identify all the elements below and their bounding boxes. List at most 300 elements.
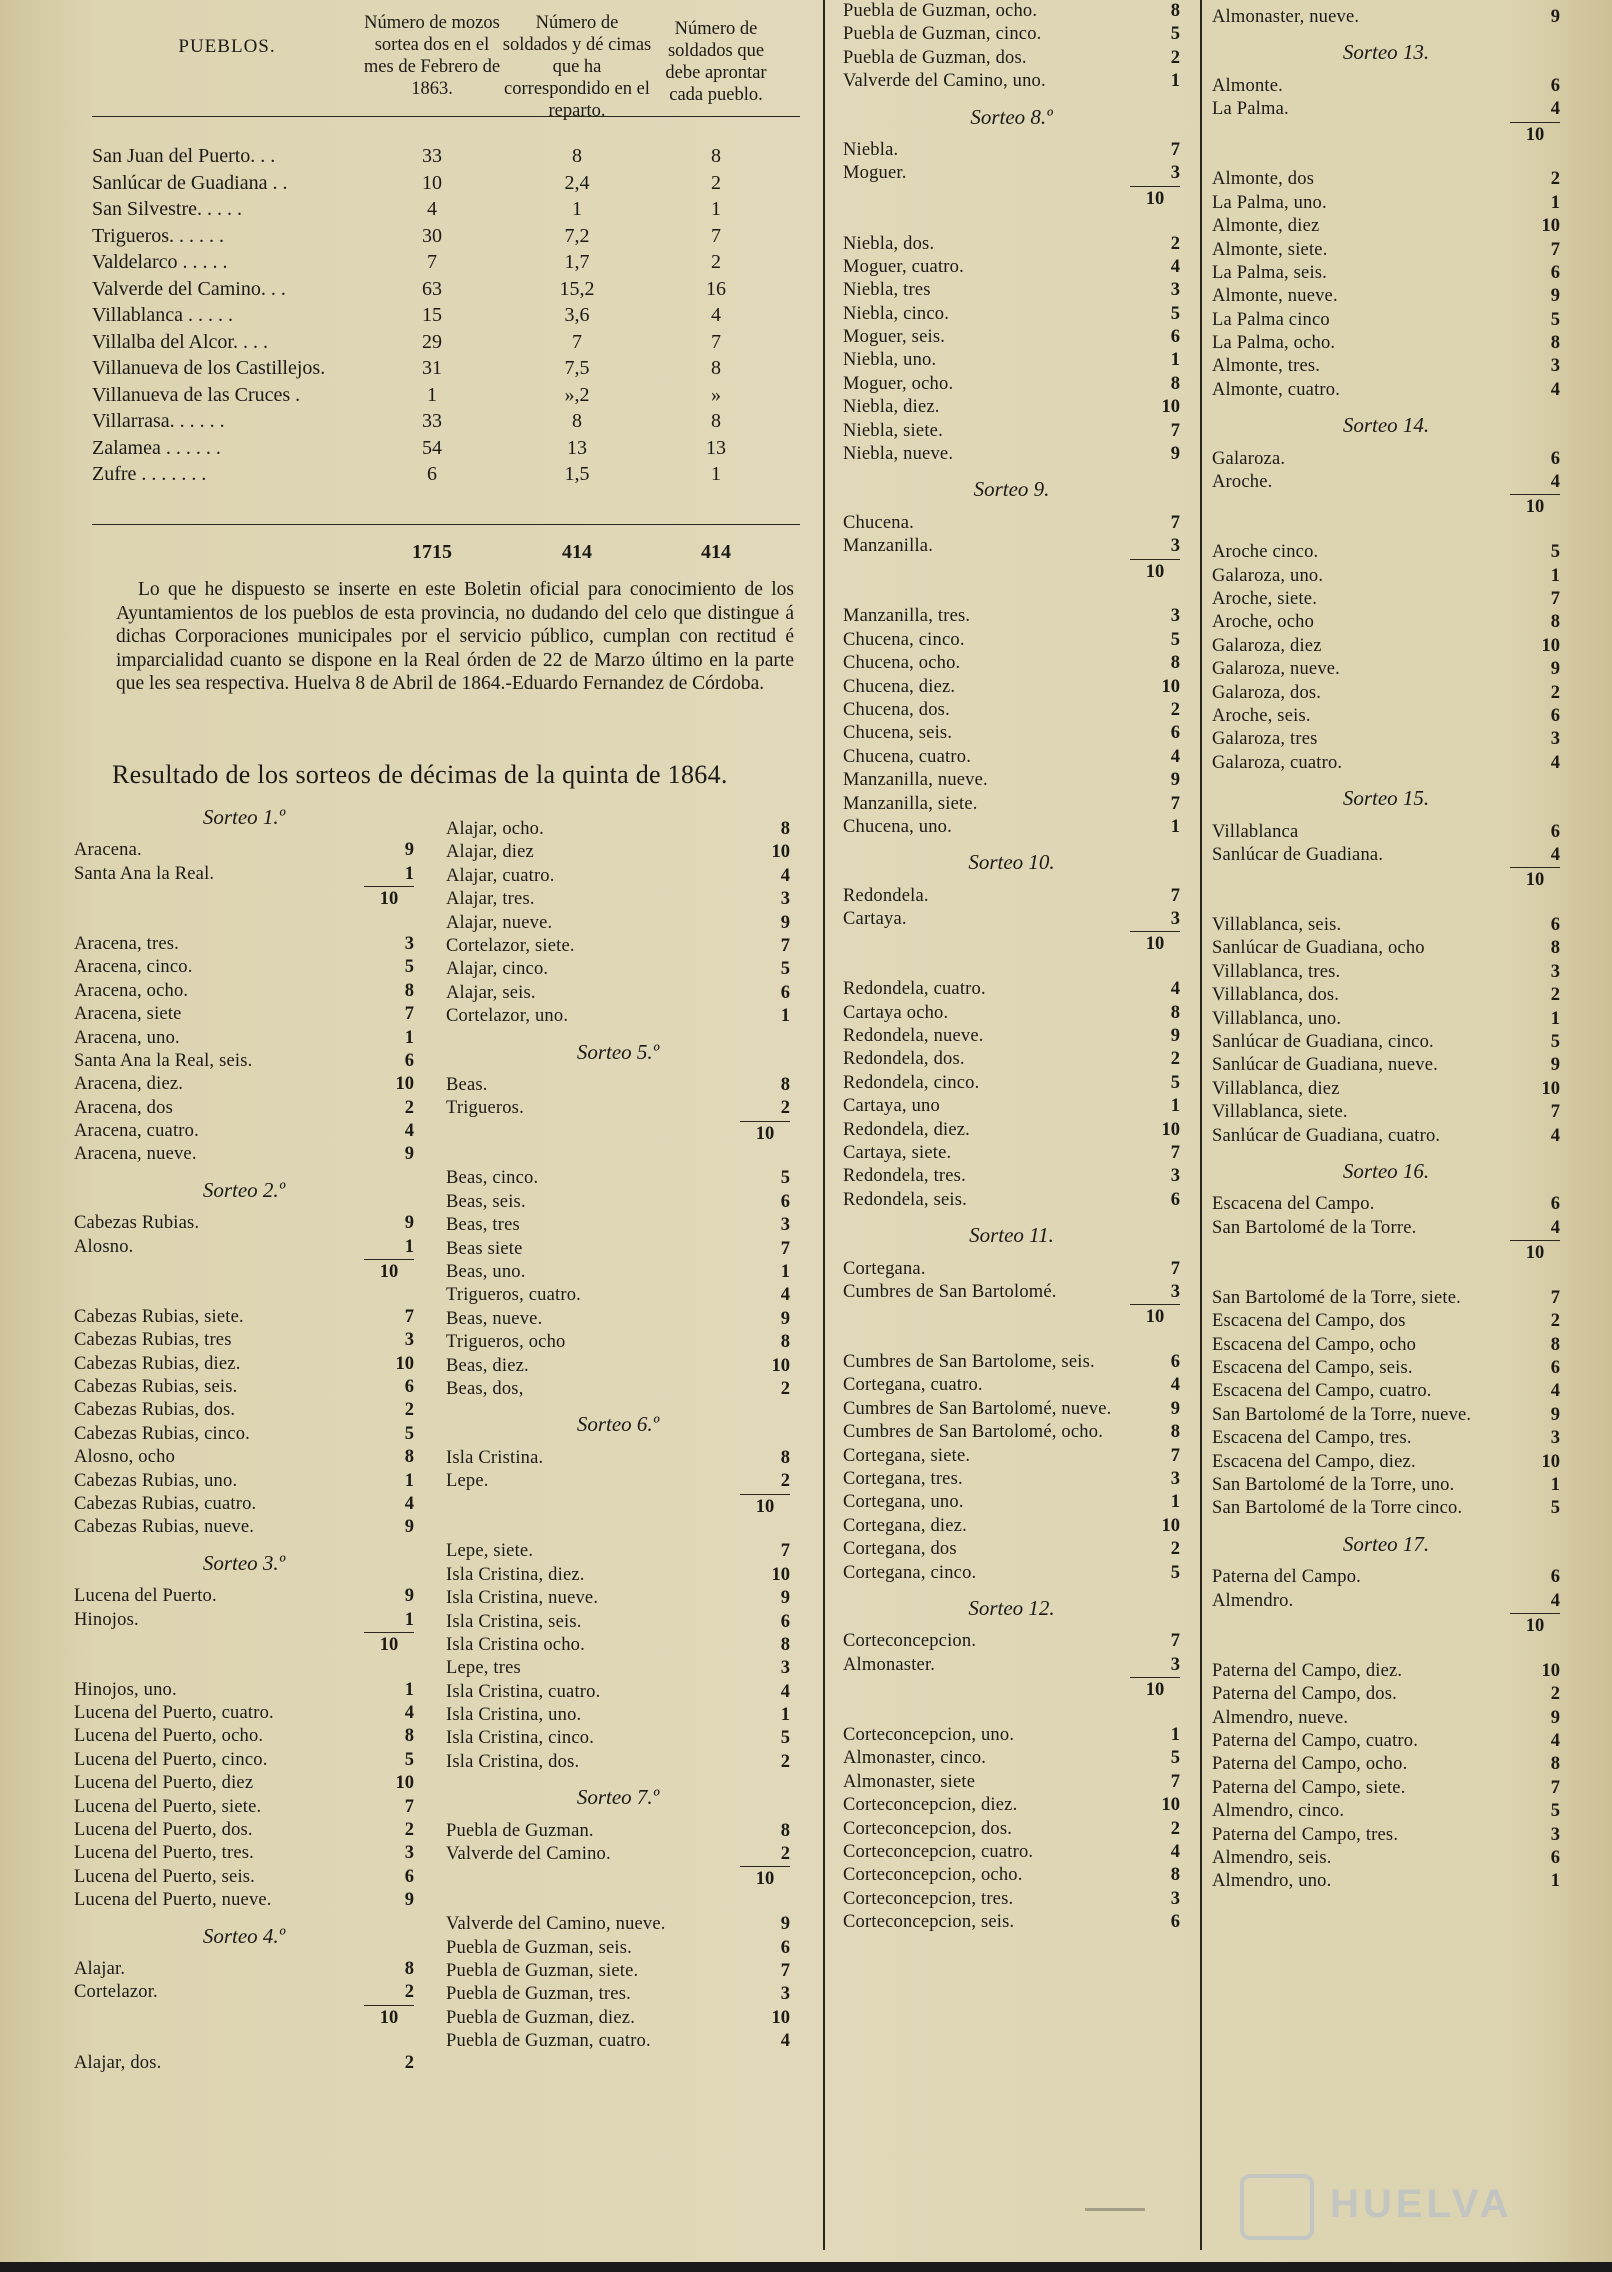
entry-label: Cortegana, dos [843,1539,957,1560]
entry-label: San Bartolomé de la Torre, uno. [1212,1475,1455,1496]
entry-number: 3 [1170,1166,1180,1187]
draw-entry [74,1003,414,1026]
entry-label: Puebla de Guzman, ocho. [843,1,1038,21]
draw-entry [843,1818,1180,1841]
draw-entry [843,1398,1180,1421]
town-name: Villanueva de los Castillejos. [92,357,326,379]
entry-number: 2 [1170,1539,1180,1560]
draw-entry [1212,1753,1560,1776]
entry-label: Chucena, cinco. [843,629,965,650]
entry-label: Escacena del Campo, tres. [1212,1428,1412,1449]
entry-number: 9 [1170,1026,1180,1047]
spacer [74,1655,414,1678]
entry-label: Corteconcepcion, cuatro. [843,1841,1034,1862]
entry-label: Puebla de Guzman, seis. [446,1937,632,1958]
sorteo-heading: Sorteo 3.º [202,1550,286,1575]
draw-entry [74,1236,414,1259]
entry-label: Escacena del Campo, ocho [1212,1334,1417,1355]
entry-number: 5 [1550,1498,1560,1519]
draw-entry [1212,937,1560,960]
entry-label: La Palma, ocho. [1212,333,1336,354]
entry-number: 8 [404,980,414,1001]
entry-number: 6 [1170,1189,1180,1210]
entry-label: Isla Cristina, uno. [446,1705,582,1726]
entry-number: 1 [1550,565,1560,586]
draw-entry [74,2052,414,2075]
entry-number: 1 [1170,816,1180,837]
draw-entry [843,1142,1180,1165]
entry-number: 4 [780,1681,790,1702]
draw-entry [1212,1497,1560,1520]
draw-entry [1212,1683,1560,1706]
header-pueblos: PUEBLOS. [178,36,276,57]
entry-label: Beas. [446,1074,488,1095]
table-row [92,196,800,223]
entry-number: 1 [404,1027,414,1048]
draw-entry [843,1724,1180,1747]
results-column-4 [1212,6,1560,1894]
entry-number: 7 [1170,1142,1180,1163]
draw-entry [843,1538,1180,1561]
entry-number: 8 [1170,1002,1180,1023]
entry-label: Paterna del Campo, cuatro. [1212,1730,1419,1751]
sorteo-total [446,1494,790,1517]
entry-number: 8 [1170,653,1180,674]
entry-number: 1 [1550,1008,1560,1029]
entry-label: La Palma, seis. [1212,262,1328,283]
entry-label: Galaroza, nueve. [1212,659,1341,680]
draw-entry [1212,1451,1560,1474]
entry-label: Corteconcepcion, uno. [843,1724,1015,1745]
entry-label: Paterna del Campo, tres. [1212,1824,1399,1845]
entry-number: 1 [1170,71,1180,92]
entry-number: 2 [780,1378,790,1399]
entry-number: 6 [1550,75,1560,96]
entry-label: Aracena, dos [74,1097,173,1118]
entry-number: 10 [771,842,790,863]
entry-number: 7 [1170,139,1180,160]
draw-entry [446,1820,790,1843]
total-value: 10 [1130,1304,1180,1327]
draw-entry [843,1189,1180,1212]
entry-label: Isla Cristina, cuatro. [446,1681,601,1702]
entry-label: Lucena del Puerto, dos. [74,1820,253,1841]
entry-number: 3 [1550,1824,1560,1845]
entry-number: 1 [404,1236,414,1257]
entry-number: 4 [1550,844,1560,865]
draw-entry [446,1097,790,1120]
draw-entry [446,1540,790,1563]
entry-number: 5 [1170,1072,1180,1093]
entry-number: 7 [404,1306,414,1327]
draw-entry [446,1005,790,1028]
entry-number: 8 [404,1958,414,1979]
entry-number: 4 [780,865,790,886]
draw-entry [74,1143,414,1166]
table-row [92,249,800,276]
draw-entry [1212,1101,1560,1124]
table-totals [92,524,800,571]
entry-number: 7 [1170,1258,1180,1279]
table-row [92,276,800,303]
entry-label: Valverde del Camino, uno. [843,71,1046,92]
entry-label: Trigueros, ocho [446,1332,566,1353]
entry-number: 3 [1170,909,1180,930]
draw-entry [74,1050,414,1073]
draw-entry [74,1212,414,1235]
draw-entry [74,1470,414,1493]
table-cell: 2,4 [564,171,590,194]
entry-number: 5 [1550,1032,1560,1053]
entry-label: Lucena del Puerto. [74,1586,217,1607]
entry-label: Redondela. [843,885,929,906]
table-cell: 33 [422,410,442,432]
draw-entry [843,23,1180,46]
table-cell: 7 [711,330,721,353]
table-cell: 7 [572,330,582,353]
table-row [92,223,800,250]
entry-label: Lucena del Puerto, cuatro. [74,1703,274,1724]
entry-label: Lucena del Puerto, seis. [74,1866,256,1887]
entry-number: 8 [780,1634,790,1655]
sorteo-heading: Sorteo 10. [968,850,1055,875]
column-rule-2 [1200,0,1202,2250]
watermark-text: HUELVA [1330,2182,1513,2226]
draw-entry [74,1446,414,1469]
total-value: 10 [1130,931,1180,954]
entry-number: 7 [1170,1771,1180,1792]
draw-entry [74,1819,414,1842]
entry-number: 2 [404,1982,414,2003]
draw-entry [74,1866,414,1889]
draw-entry [843,1515,1180,1538]
sorteo-heading: Sorteo 12. [968,1596,1055,1620]
entry-label: Puebla de Guzman, cinco. [843,24,1042,45]
draw-entry [1212,1730,1560,1753]
entry-label: Chucena, cuatro. [843,746,972,767]
entry-number: 6 [1550,262,1560,283]
draw-entry [1212,448,1560,471]
table-body [92,143,800,488]
sorteo-heading: Sorteo 7.º [576,1785,660,1810]
entry-label: Moguer, ocho. [843,373,954,394]
table-row [92,329,800,356]
entry-number: 1 [404,1679,414,1700]
entry-label: Aracena. [74,840,142,861]
total-value: 10 [1510,122,1560,145]
town-name: Villalba del Alcor. . . . [92,330,268,353]
entry-number: 4 [404,1493,414,1514]
entry-number: 8 [1170,1422,1180,1443]
entry-number: 5 [1170,1748,1180,1769]
table-cell: 7,5 [564,357,590,379]
entry-number: 7 [1550,239,1560,260]
entry-label: Aroche, seis. [1212,705,1311,726]
sorteo-heading: Sorteo 9. [973,477,1050,502]
entry-label: Trigueros. [446,1098,524,1119]
draw-entry [1212,192,1560,215]
entry-label: Lucena del Puerto, ocho. [74,1726,264,1747]
draw-entry [1212,1078,1560,1101]
table-cell: 7,2 [564,224,590,247]
town-name: San Juan del Puerto. . . [92,145,276,167]
entry-label: Galaroza. [1212,448,1286,469]
entry-number: 4 [404,1121,414,1142]
draw-entry [843,396,1180,419]
draw-entry [74,1958,414,1981]
draw-entry [843,1630,1180,1653]
draw-entry [74,1609,414,1632]
sorteo-total [1212,122,1560,145]
entry-number: 7 [1550,588,1560,609]
entry-label: Villablanca, uno. [1212,1008,1342,1029]
entry-number: 1 [1170,1096,1180,1117]
entry-label: Paterna del Campo, dos. [1212,1684,1397,1705]
entry-label: Lucena del Puerto, tres. [74,1843,254,1864]
entry-label: Cortegana. [843,1258,926,1279]
entry-number: 6 [1550,1567,1560,1588]
entry-label: Cabezas Rubias, cuatro. [74,1493,257,1514]
draw-entry [1212,541,1560,564]
entry-number: 9 [1170,770,1180,791]
table-cell: 15,2 [559,277,595,300]
total-value: 10 [1510,494,1560,517]
draw-entry [1212,262,1560,285]
total-value: 10 [364,886,414,909]
entry-label: Galaroza, uno. [1212,565,1324,586]
draw-entry [1212,1800,1560,1823]
draw-entry [1212,914,1560,937]
official-notice-paragraph: Lo que he dispuesto se inserte en este Boletin oficial para conocimiento de los Ayuntamientos de los pueblos de esta provincia, no dudando del celo que distingue á dichas Corporaciones municipales por el servicio público, cumplan con rectitud é imparcialidad cuanto se dispone en la Real órden de 22 de Marzo último en la parte que les sea respectiva. Huelva 8 de Abril de 1864.-Eduardo Fernandez de Córdoba. [116,579,794,694]
total-value: 10 [1130,1677,1180,1700]
entry-label: Paterna del Campo, diez. [1212,1660,1403,1681]
draw-entry [74,1027,414,1050]
entry-label: Niebla, tres [843,280,931,301]
draw-entry [74,1889,414,1912]
entry-number: 7 [1550,1777,1560,1798]
entry-number: 10 [1161,1795,1180,1816]
entry-number: 4 [1550,1217,1560,1238]
draw-entry [446,1214,790,1237]
draw-entry [1212,75,1560,98]
table-cell: 1 [427,383,437,406]
entry-label: Villablanca, tres. [1212,961,1341,982]
draw-entry [1212,1287,1560,1310]
entry-label: Sanlúcar de Guadiana, cuatro. [1212,1125,1441,1146]
entry-label: Cumbres de San Bartolomé. [843,1281,1057,1302]
entry-label: San Bartolomé de la Torre cinco. [1212,1498,1463,1519]
table-row [92,382,800,409]
entry-number: 10 [1541,1451,1560,1472]
entry-label: Galaroza, diez [1212,635,1322,656]
entry-label: Alajar. [74,1958,126,1979]
entry-number: 8 [1170,373,1180,394]
draw-entry [843,162,1180,185]
draw-entry [446,1074,790,1097]
sorteo-heading: Sorteo 14. [1342,413,1430,438]
entry-number: 8 [780,819,790,839]
draw-entry [74,1423,414,1446]
entry-label: Aracena, diez. [74,1074,184,1095]
entry-label: Puebla de Guzman, tres. [446,1984,631,2005]
entry-label: Aracena, nueve. [74,1144,197,1165]
table-cell: 16 [706,277,726,300]
entry-label: Almonte, siete. [1212,239,1328,260]
draw-entry [843,629,1180,652]
draw-entry [446,1611,790,1634]
draw-entry [843,1351,1180,1374]
entry-label: Corteconcepcion. [843,1631,977,1652]
entry-number: 3 [1170,1888,1180,1909]
entry-number: 5 [1550,309,1560,330]
entry-label: Santa Ana la Real. [74,863,215,884]
entry-number: 8 [780,1447,790,1468]
entry-label: Niebla, cinco. [843,303,950,324]
sorteo-total [74,1259,414,1282]
spacer [843,955,1180,978]
entry-label: Cabezas Rubias, seis. [74,1376,238,1397]
draw-entry [843,0,1180,23]
total-mozos: 1715 [412,540,452,563]
draw-entry [843,1864,1180,1887]
entry-label: Sanlúcar de Guadiana, nueve. [1212,1055,1438,1076]
entry-number: 1 [1550,192,1560,213]
entry-label: Hinojos. [74,1609,139,1630]
total-value: 10 [740,1866,790,1889]
entry-number: 1 [780,1705,790,1726]
town-name: San Silvestre. . . . . [92,198,242,220]
entry-number: 3 [1170,280,1180,301]
sorteo-total [843,1304,1180,1327]
entry-label: Almonte, dos [1212,169,1315,190]
draw-entry [74,1120,414,1143]
draw-entry [446,1913,790,1936]
entry-number: 9 [404,1213,414,1234]
entry-label: Escacena del Campo, seis. [1212,1358,1413,1379]
entry-label: Lepe, siete. [446,1541,534,1562]
entry-label: Valverde del Camino. [446,1844,611,1865]
entry-label: Almonaster, siete [843,1771,976,1792]
entry-number: 10 [1161,397,1180,418]
entry-label: Alajar, cuatro. [446,865,555,886]
entry-number: 10 [1161,676,1180,697]
spacer [446,1144,790,1167]
column-rule-1 [823,0,825,2250]
draw-entry [843,652,1180,675]
draw-entry [1212,1474,1560,1497]
entry-number: 9 [1170,1398,1180,1419]
entry-number: 3 [1550,356,1560,377]
entry-number: 6 [780,1191,790,1212]
total-aprontar: 414 [701,540,731,563]
entry-number: 8 [780,1074,790,1095]
sorteo-heading: Sorteo 13. [1342,40,1430,65]
entry-label: Cortegana, cinco. [843,1562,977,1583]
entry-number: 1 [780,1006,790,1027]
entry-label: Aracena, cuatro. [74,1121,199,1142]
sorteo-heading: Sorteo 17. [1342,1531,1430,1556]
entry-number: 3 [780,1658,790,1679]
entry-label: Isla Cristina, cinco. [446,1728,595,1749]
table-cell: 33 [422,145,442,167]
sorteo-total [74,2005,414,2028]
entry-number: 1 [1550,1871,1560,1892]
draw-entry [74,863,414,886]
entry-label: Valverde del Camino, nueve. [446,1914,666,1935]
draw-entry [843,443,1180,466]
entry-number: 4 [1550,99,1560,120]
entry-number: 8 [780,1332,790,1353]
entry-number: 8 [1170,1,1180,21]
entry-number: 9 [780,1588,790,1609]
table-cell: 8 [711,410,721,432]
entry-number: 2 [1170,699,1180,720]
sorteo-heading: Sorteo 15. [1342,786,1430,811]
draw-entry [843,1562,1180,1585]
total-value: 10 [740,1121,790,1144]
entry-label: San Bartolomé de la Torre, nueve. [1212,1404,1472,1425]
entry-number: 4 [780,2031,790,2052]
entry-label: Cartaya ocho. [843,1002,949,1023]
entry-number: 9 [1170,444,1180,465]
table-cell: 31 [422,357,442,379]
total-value: 10 [740,1494,790,1517]
draw-entry [74,1353,414,1376]
total-value: 10 [364,1632,414,1655]
sorteo-heading: Sorteo 6.º [576,1412,660,1437]
entry-label: Alosno. [74,1236,134,1257]
entry-label: Alosno, ocho [74,1447,176,1468]
entry-label: Cortelazor, uno. [446,1006,569,1027]
entry-label: Manzanilla, tres. [843,606,971,627]
draw-entry [74,1796,414,1819]
entry-number: 3 [1550,729,1560,750]
total-value: 10 [1130,186,1180,209]
draw-entry [1212,1193,1560,1216]
draw-entry [843,70,1180,93]
entry-number: 5 [404,1749,414,1770]
entry-number: 6 [1550,915,1560,936]
draw-entry [843,1095,1180,1118]
entry-label: Escacena del Campo, diez. [1212,1451,1416,1472]
entry-number: 2 [780,1844,790,1865]
draw-entry [74,933,414,956]
entry-label: Escacena del Campo, cuatro. [1212,1381,1432,1402]
draw-entry [1212,821,1560,844]
sorteo-heading: Sorteo 8.º [970,104,1053,129]
entry-number: 4 [1550,1590,1560,1611]
draw-entry [446,1983,790,2006]
draw-entry [74,1329,414,1352]
draw-entry [1212,565,1560,588]
entry-number: 2 [1550,1311,1560,1332]
entry-label: Paterna del Campo, ocho. [1212,1754,1408,1775]
draw-entry [1212,728,1560,751]
total-value: 10 [1510,1613,1560,1636]
draw-entry [843,47,1180,70]
entry-label: Almendro, cinco. [1212,1801,1345,1822]
entry-label: Chucena. [843,512,914,533]
draw-entry [843,303,1180,326]
table-cell: 10 [422,171,442,194]
entry-number: 4 [1550,379,1560,400]
sorteo-total [74,886,414,909]
draw-entry [74,839,414,862]
entry-label: Alajar, ocho. [446,819,544,839]
spacer [446,1517,790,1540]
entry-number: 6 [1550,821,1560,842]
entry-label: Escacena del Campo. [1212,1194,1375,1215]
